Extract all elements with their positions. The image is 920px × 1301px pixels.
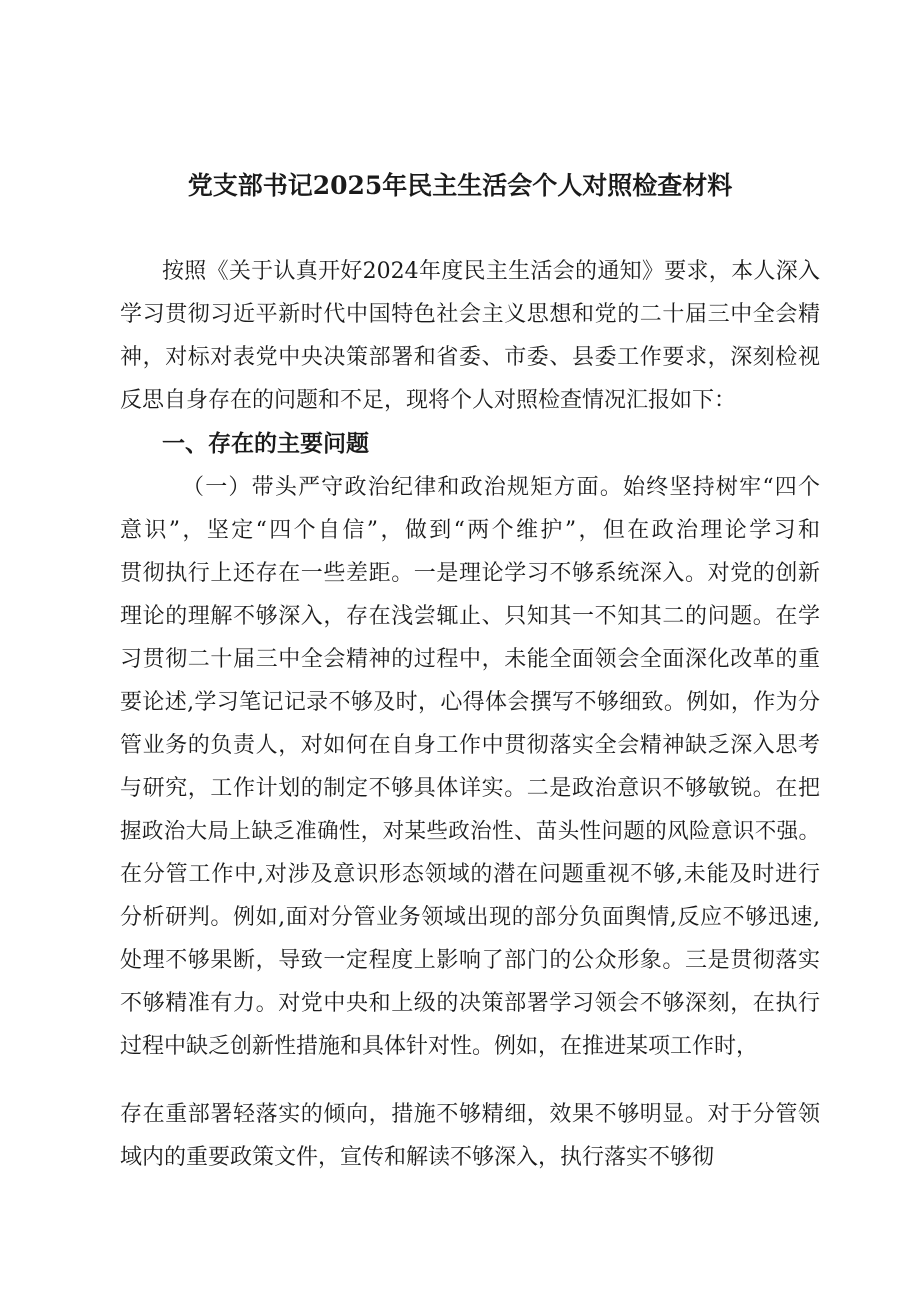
body-line: 分析研判。例如,面对分管业务领域出现的部分负面舆情,反应不够迅速, [120, 905, 820, 930]
body-line: 管业务的负责人，对如何在自身工作中贯彻落实全会精神缺乏深入思考 [120, 733, 820, 758]
intro-line: 按照《关于认真开好2024年度民主生活会的通知》要求，本人深入 [162, 259, 820, 284]
intro-line: 反思自身存在的问题和不足，现将个人对照检查情况汇报如下： [120, 388, 737, 413]
body-line: （一）带头严守政治纪律和政治规矩方面。始终坚持树牢“四个 [182, 475, 820, 500]
body-line: 理论的理解不够深入，存在浅尝辄止、只知其一不知其二的问题。在学 [120, 604, 820, 629]
body-line: 过程中缺乏创新性措施和具体针对性。例如，在推进某项工作时， [120, 1034, 759, 1059]
intro-line: 神，对标对表党中央决策部署和省委、市委、县委工作要求，深刻检视 [120, 345, 820, 370]
body-line: 处理不够果断，导致一定程度上影响了部门的公众形象。三是贯彻落实 [120, 948, 820, 973]
body-line: 习贯彻二十届三中全会精神的过程中，未能全面领会全面深化改革的重 [120, 647, 820, 672]
body-line: 意识”，坚定“四个自信”，做到“两个维护”，但在政治理论学习和 [120, 518, 820, 543]
tail-line: 存在重部署轻落实的倾向，措施不够精细，效果不够明显。对于分管领 [120, 1102, 820, 1127]
body-line: 在分管工作中,对涉及意识形态领域的潜在问题重视不够,未能及时进行 [120, 862, 820, 887]
body-line: 要论述,学习笔记记录不够及时，心得体会撰写不够细致。例如，作为分 [120, 690, 820, 715]
body-line: 握政治大局上缺乏准确性，对某些政治性、苗头性问题的风险意识不强。 [120, 819, 820, 844]
body-line: 贯彻执行上还存在一些差距。一是理论学习不够系统深入。对党的创新 [120, 561, 820, 586]
tail-line: 域内的重要政策文件，宣传和解读不够深入，执行落实不够彻 [120, 1145, 715, 1170]
intro-line: 学习贯彻习近平新时代中国特色社会主义思想和党的二十届三中全会精 [120, 302, 820, 327]
section-heading: 一、存在的主要问题 [162, 431, 369, 457]
body-line: 不够精准有力。对党中央和上级的决策部署学习领会不够深刻，在执行 [120, 991, 820, 1016]
body-line: 与研究，工作计划的制定不够具体详实。二是政治意识不够敏锐。在把 [120, 776, 820, 801]
document-title: 党支部书记2025年民主生活会个人对照检查材料 [187, 171, 733, 200]
